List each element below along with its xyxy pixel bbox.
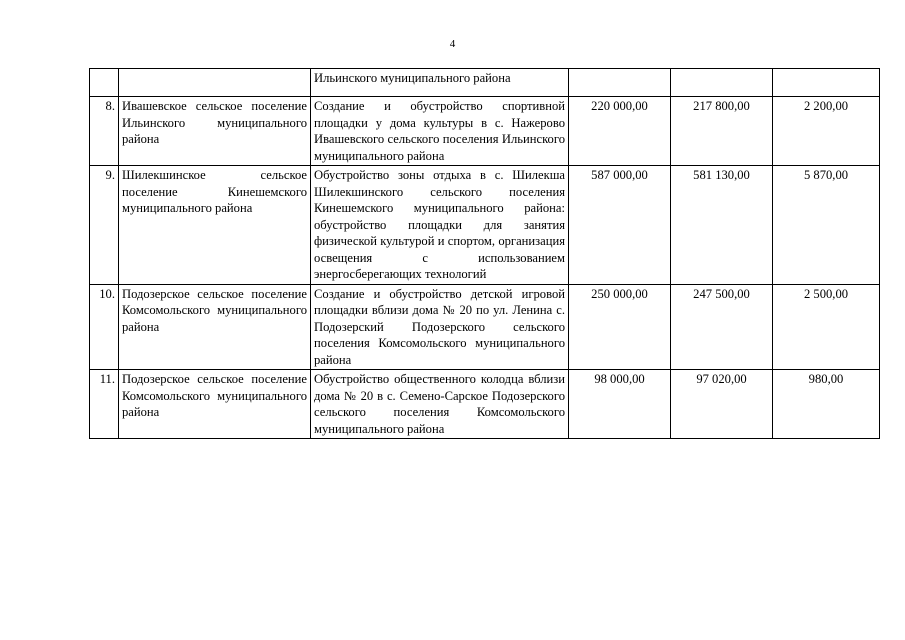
local-amount: 5 870,00: [773, 166, 880, 285]
regional-amount: 217 800,00: [671, 97, 773, 166]
regional-amount: [671, 69, 773, 97]
total-amount: 250 000,00: [569, 284, 671, 370]
row-number: 11.: [90, 370, 119, 439]
projects-table: [89, 68, 880, 439]
local-amount: [773, 69, 880, 97]
table-row: [90, 284, 880, 370]
total-amount: [569, 69, 671, 97]
project-description: Ильинского муниципального района: [311, 69, 569, 97]
row-number: 10.: [90, 284, 119, 370]
settlement-name: [119, 69, 311, 97]
total-amount: 220 000,00: [569, 97, 671, 166]
regional-amount: 97 020,00: [671, 370, 773, 439]
regional-amount: 247 500,00: [671, 284, 773, 370]
project-description: Обустройство общественного колодца вблизи дома № 20 в с. Семено-Сарское Подозерского сельского поселения Комсомольского муниципального района: [311, 370, 569, 439]
table-row: [90, 370, 880, 439]
total-amount: 98 000,00: [569, 370, 671, 439]
local-amount: 2 200,00: [773, 97, 880, 166]
table-row: [90, 166, 880, 285]
settlement-name: Подозерское сельское поселение Комсомольского муниципального района: [119, 370, 311, 439]
total-amount: 587 000,00: [569, 166, 671, 285]
regional-amount: 581 130,00: [671, 166, 773, 285]
row-number: [90, 69, 119, 97]
settlement-name: Ивашевское сельское поселение Ильинского муниципального района: [119, 97, 311, 166]
settlement-name: Шилекшинское сельское поселение Кинешемского муниципального района: [119, 166, 311, 285]
settlement-name: Подозерское сельское поселение Комсомольского муниципального района: [119, 284, 311, 370]
local-amount: 980,00: [773, 370, 880, 439]
project-description: Создание и обустройство спортивной площадки у дома культуры в с. Нажерово Ивашевского сельского поселения Ильинского муниципального района: [311, 97, 569, 166]
row-number: 9.: [90, 166, 119, 285]
row-number: 8.: [90, 97, 119, 166]
table-row: [90, 97, 880, 166]
project-description: Создание и обустройство детской игровой площадки вблизи дома № 20 по ул. Ленина с. Подозерский Подозерского сельского поселения Комсомольского муниципального района: [311, 284, 569, 370]
table-row-continuation: [90, 69, 880, 97]
project-description: Обустройство зоны отдыха в с. Шилекша Шилекшинского сельского поселения Кинешемского муниципального района: обустройство площадки для занятия физической культурой и спортом, организация освещения с использованием энергосберегающих технологий: [311, 166, 569, 285]
page-number: 4: [449, 38, 456, 50]
local-amount: 2 500,00: [773, 284, 880, 370]
